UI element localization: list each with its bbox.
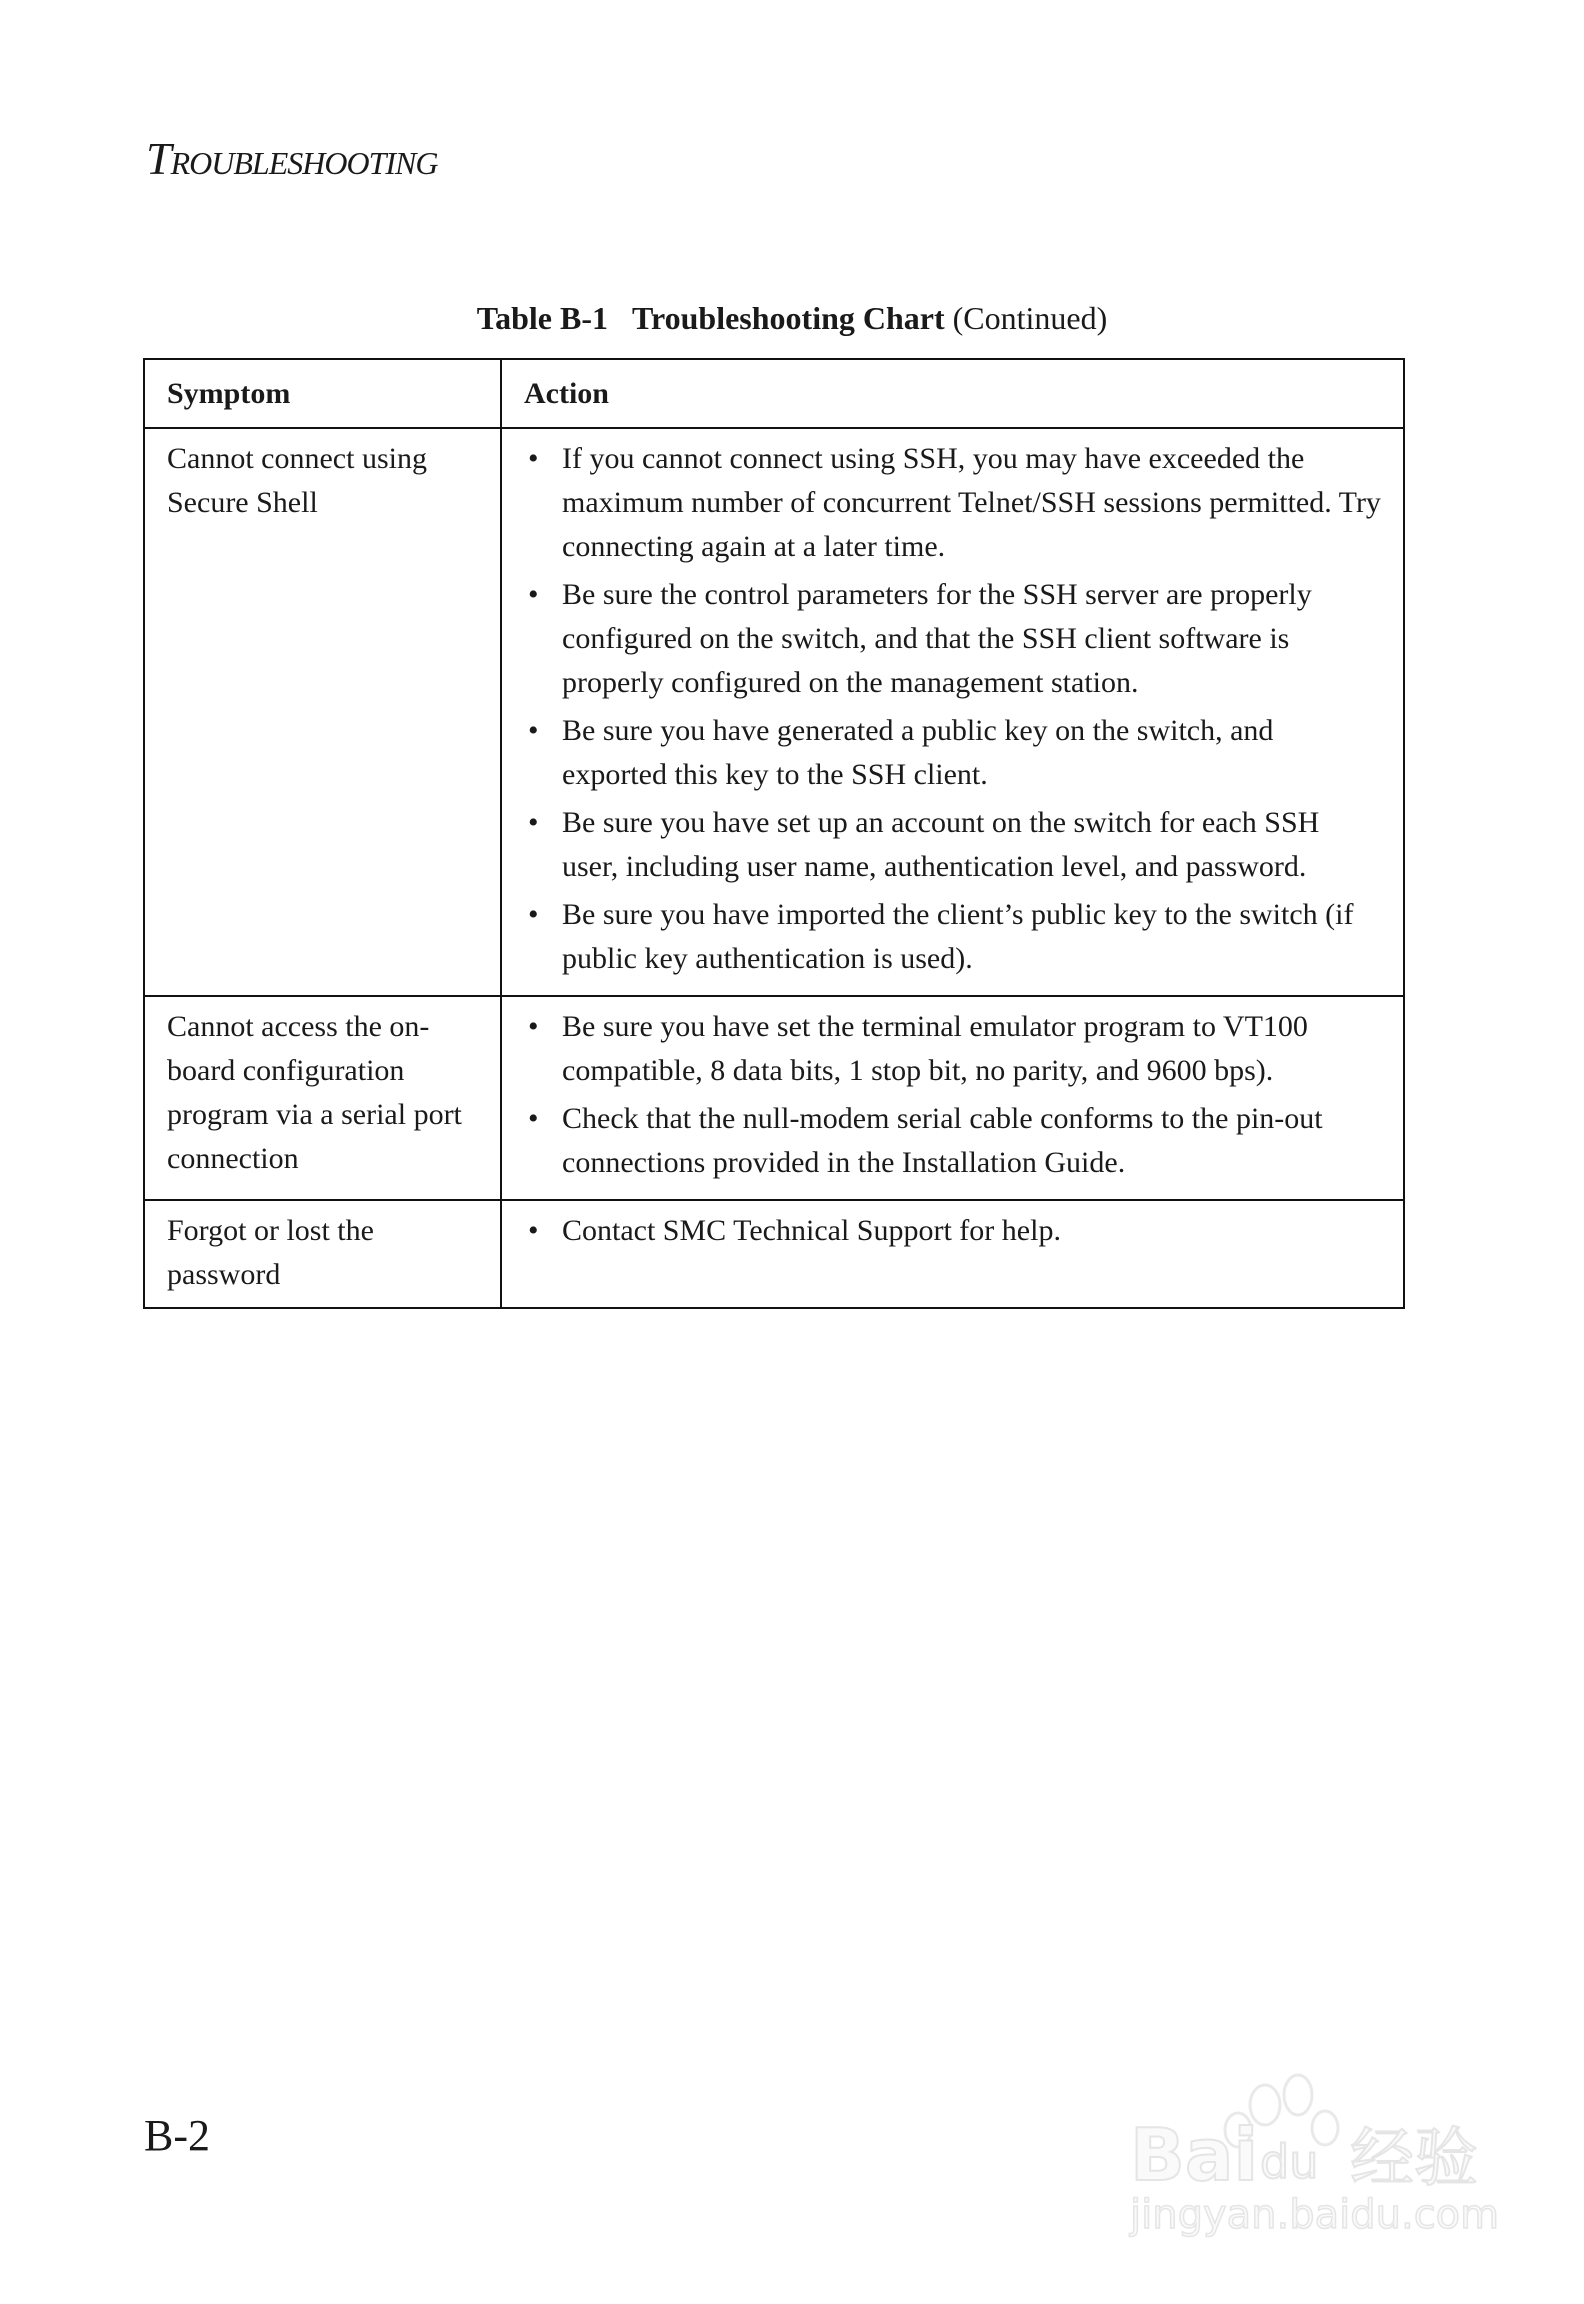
- action-list: [524, 1005, 1381, 1185]
- baidu-watermark-logo: [1120, 2060, 1500, 2240]
- action-item: [524, 1097, 1381, 1185]
- symptom-cell: Forgot or lost the password: [144, 1200, 501, 1308]
- action-text: If you cannot connect using SSH, you may have exceeded the maximum number of concurrent Telnet/SSH sessions permitted. Try connecting again at a later time.: [562, 442, 1381, 563]
- bullet-icon: •: [528, 1102, 539, 1135]
- header-action: Action: [501, 359, 1404, 428]
- svg-text:经验: 经验: [1350, 2122, 1478, 2196]
- action-item: [524, 437, 1381, 569]
- table-row: [144, 1200, 1404, 1308]
- bullet-icon: •: [528, 442, 539, 475]
- svg-text:jingyan.baidu.com: jingyan.baidu.com: [1130, 2192, 1500, 2238]
- bullet-icon: •: [528, 1214, 539, 1247]
- action-text: Be sure you have imported the client’s public key to the switch (if public key authentication is used).: [562, 898, 1354, 975]
- bullet-icon: •: [528, 714, 539, 747]
- action-cell: [501, 428, 1404, 996]
- action-item: [524, 1005, 1381, 1093]
- action-text: Be sure you have set up an account on the switch for each SSH user, including user name, authentication level, and password.: [562, 806, 1320, 883]
- action-item: [524, 801, 1381, 889]
- caption-label: Table B-1: [476, 300, 608, 336]
- running-head: [146, 132, 437, 185]
- troubleshooting-table: [143, 358, 1405, 1309]
- action-item: [524, 1209, 1381, 1253]
- caption-title: Troubleshooting Chart: [632, 300, 945, 336]
- symptom-cell: Cannot access the on-board configuration program via a serial port connection: [144, 996, 501, 1200]
- table-header-row: [144, 359, 1404, 428]
- running-head-rest: ROUBLESHOOTING: [170, 145, 438, 181]
- action-text: Contact SMC Technical Support for help.: [562, 1214, 1061, 1247]
- action-text: Be sure you have generated a public key on the switch, and exported this key to the SSH client.: [562, 714, 1274, 791]
- action-list: [524, 1209, 1381, 1253]
- action-text: Be sure the control parameters for the SSH server are properly configured on the switch, and that the SSH client software is properly configured on the management station.: [562, 578, 1312, 699]
- action-text: Check that the null-modem serial cable conforms to the pin-out connections provided in the Installation Guide.: [562, 1102, 1323, 1179]
- action-item: [524, 573, 1381, 705]
- svg-text:Bai: Bai: [1130, 2113, 1259, 2197]
- table-caption: [0, 300, 1584, 337]
- header-symptom: Symptom: [144, 359, 501, 428]
- action-item: [524, 709, 1381, 797]
- bullet-icon: •: [528, 1010, 539, 1043]
- action-item: [524, 893, 1381, 981]
- action-text: Be sure you have set the terminal emulator program to VT100 compatible, 8 data bits, 1 stop bit, no parity, and 9600 bps).: [562, 1010, 1308, 1087]
- action-cell: [501, 1200, 1404, 1308]
- symptom-cell: Cannot connect using Secure Shell: [144, 428, 501, 996]
- bullet-icon: •: [528, 898, 539, 931]
- action-list: [524, 437, 1381, 981]
- caption-suffix: (Continued): [952, 300, 1108, 336]
- table-row: [144, 428, 1404, 996]
- svg-text:du: du: [1260, 2135, 1319, 2189]
- bullet-icon: •: [528, 578, 539, 611]
- bullet-icon: •: [528, 806, 539, 839]
- table-row: [144, 996, 1404, 1200]
- page-number: B-2: [144, 2111, 210, 2160]
- action-cell: [501, 996, 1404, 1200]
- running-head-initial: T: [146, 133, 171, 184]
